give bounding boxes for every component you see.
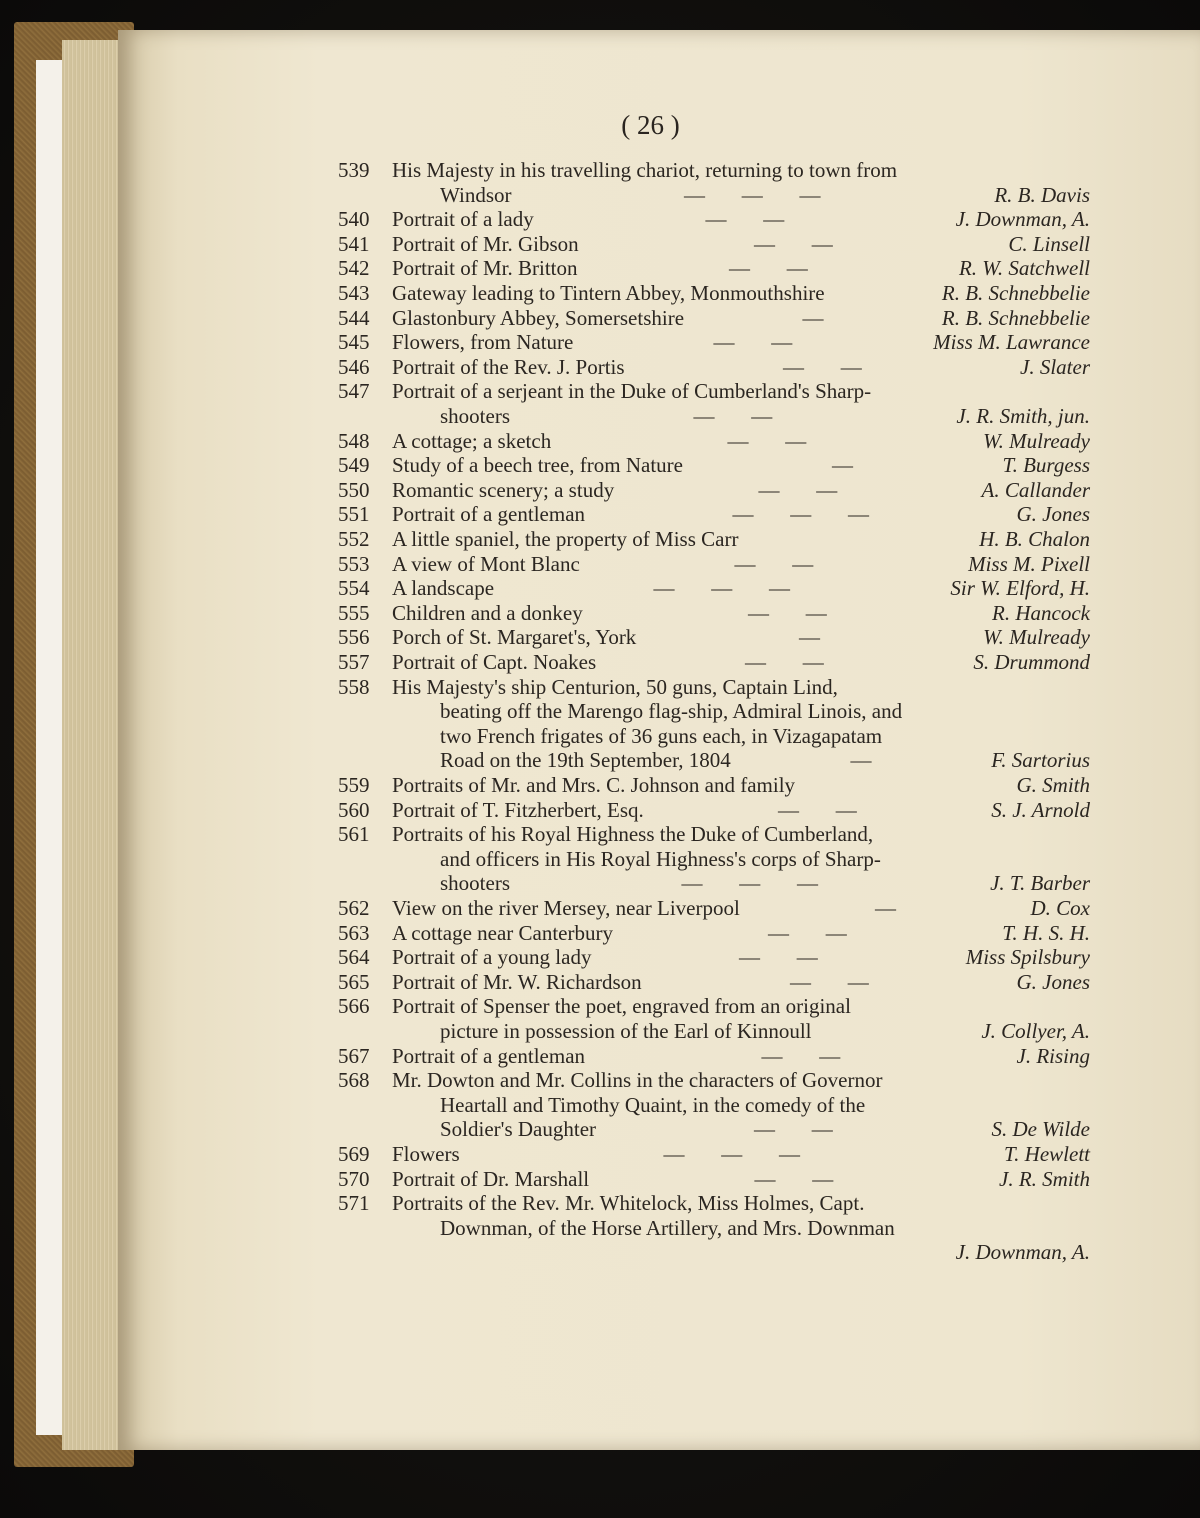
entry-title: Downman, of the Horse Artillery, and Mrs. Downman xyxy=(440,1215,895,1240)
entry-number: 540 xyxy=(338,207,370,232)
entry-line xyxy=(118,404,1200,429)
leader-dashes: — — xyxy=(778,797,857,822)
artist-name: J. Slater xyxy=(1020,354,1090,379)
leader-dashes: — — xyxy=(790,969,869,994)
entry-number: 568 xyxy=(338,1068,370,1093)
entry-line xyxy=(118,527,1200,552)
artist-name: G. Jones xyxy=(1016,969,1090,994)
margin-marks xyxy=(1170,880,1190,1440)
artist-name: R. B. Schnebbelie xyxy=(941,305,1090,330)
artist-name: R. B. Schnebbelie xyxy=(941,281,1090,305)
entry-number: 558 xyxy=(338,674,370,699)
entry-line xyxy=(118,379,1200,404)
entry-line xyxy=(118,675,1200,700)
entry-title: Gateway leading to Tintern Abbey, Monmouthshire xyxy=(392,281,825,305)
artist-name: R. B. Davis xyxy=(994,182,1090,207)
entry-number: 555 xyxy=(338,600,370,625)
entry-line xyxy=(118,1142,1200,1167)
entry-number: 552 xyxy=(338,527,370,551)
entry-title: Glastonbury Abbey, Somersetshire xyxy=(392,305,685,330)
artist-name: Sir W. Elford, H. xyxy=(950,576,1090,601)
entry-line xyxy=(118,281,1200,306)
leader-dashes: — — xyxy=(754,231,833,256)
entry-title: shooters xyxy=(440,404,510,428)
entry-title: His Majesty in his travelling chariot, returning to town from xyxy=(392,158,898,182)
entry-line xyxy=(118,1044,1200,1069)
book-page xyxy=(118,30,1200,1450)
entry-title: Heartall and Timothy Quaint, in the comedy of the xyxy=(440,1092,866,1117)
artist-name: G. Smith xyxy=(1016,773,1090,797)
entry-number: 569 xyxy=(338,1142,370,1166)
entry-title: Study of a beech tree, from Nature xyxy=(392,453,683,478)
entry-title: Portrait of Dr. Marshall xyxy=(392,1166,590,1191)
entry-number: 543 xyxy=(338,281,370,305)
artist-name: T. Hewlett xyxy=(1004,1142,1090,1166)
leader-dashes: — xyxy=(850,748,872,773)
entry-title: Portrait of Capt. Noakes xyxy=(392,650,597,674)
artist-name: R. W. Satchwell xyxy=(958,256,1090,281)
entry-title: Portrait of T. Fitzherbert, Esq. xyxy=(392,797,644,822)
artist-name: C. Linsell xyxy=(1008,231,1090,256)
entry-title: Portraits of Mr. and Mrs. C. Johnson and family xyxy=(392,773,796,797)
leader-dashes: — xyxy=(875,896,896,920)
entry-number: 562 xyxy=(338,896,370,920)
artist-name: J. R. Smith xyxy=(999,1166,1090,1191)
artist-name: Miss M. Lawrance xyxy=(933,330,1090,355)
leader-dashes: — — xyxy=(783,354,862,379)
entry-title: Children and a donkey xyxy=(392,600,583,625)
artist-name: J. T. Barber xyxy=(990,871,1090,896)
entry-title: and officers in His Royal Highness's corps of Sharp- xyxy=(440,846,881,871)
leader-dashes: — — xyxy=(768,920,847,945)
entry-title: Portrait of a gentleman xyxy=(392,502,586,527)
entry-title: Road on the 19th September, 1804 xyxy=(440,748,731,773)
artist-name: J. Downman, A. xyxy=(955,1240,1090,1265)
leader-dashes: — — — xyxy=(681,871,818,896)
entry-line xyxy=(118,330,1200,355)
artist-name: Miss Spilsbury xyxy=(965,945,1090,970)
leader-dashes: — — — xyxy=(653,576,790,601)
entry-line xyxy=(118,1093,1200,1118)
entry-number: 561 xyxy=(338,822,370,847)
entry-line xyxy=(118,650,1200,675)
entry-number: 541 xyxy=(338,231,370,256)
leader-dashes: — — xyxy=(705,207,785,232)
entry-title: shooters xyxy=(440,871,510,896)
leader-dashes: — — xyxy=(745,650,824,674)
entry-title: Flowers, from Nature xyxy=(392,330,574,355)
entry-line xyxy=(118,502,1200,527)
entry-title: Mr. Dowton and Mr. Collins in the characters of Governor xyxy=(392,1068,883,1093)
leader-dashes: — — xyxy=(729,256,808,281)
catalogue-entries xyxy=(118,30,1200,1330)
leader-dashes: — xyxy=(802,305,824,330)
artist-name: T. H. S. H. xyxy=(1002,920,1090,945)
entry-number: 563 xyxy=(338,920,370,945)
entry-title: Porch of St. Margaret's, York xyxy=(392,625,637,650)
entry-line xyxy=(118,256,1200,281)
entry-title: Soldier's Daughter xyxy=(440,1117,597,1142)
entry-title: Romantic scenery; a study xyxy=(392,477,615,502)
entry-line xyxy=(118,429,1200,454)
leader-dashes: — — — xyxy=(732,502,869,527)
entry-number: 553 xyxy=(338,551,370,576)
entry-line xyxy=(118,478,1200,503)
entry-line xyxy=(118,921,1200,946)
artist-name: T. Burgess xyxy=(1002,453,1090,478)
entry-line xyxy=(118,773,1200,798)
entry-line xyxy=(118,1191,1200,1216)
leader-dashes: — — — xyxy=(684,182,821,207)
entry-number: 549 xyxy=(338,453,370,478)
page-number: ( 26 ) xyxy=(621,110,680,140)
entry-title: Portrait of the Rev. J. Portis xyxy=(392,354,625,379)
leader-dashes: — — xyxy=(727,428,807,453)
entry-title: A cottage; a sketch xyxy=(392,428,552,453)
artist-name: H. B. Chalon xyxy=(979,527,1090,551)
entry-line xyxy=(118,994,1200,1019)
entry-line xyxy=(118,1167,1200,1192)
entry-line xyxy=(118,453,1200,478)
entry-line xyxy=(118,1068,1200,1093)
entry-number: 559 xyxy=(338,773,370,797)
entry-title: Portrait of a lady xyxy=(392,207,534,232)
entry-title: Portrait of Mr. Gibson xyxy=(392,231,579,256)
leader-dashes: — — xyxy=(734,551,814,576)
entry-title: Portraits of the Rev. Mr. Whitelock, Miss Holmes, Capt. xyxy=(392,1191,865,1216)
artist-name: D. Cox xyxy=(1030,896,1090,920)
entry-line xyxy=(118,232,1200,257)
entry-title: Portrait of a gentleman xyxy=(392,1043,586,1068)
artist-name: W. Mulready xyxy=(983,428,1090,453)
entry-number: 539 xyxy=(338,158,370,182)
entry-title: His Majesty's ship Centurion, 50 guns, Captain Lind, xyxy=(392,674,838,699)
entry-line xyxy=(118,1019,1200,1044)
entry-number: 545 xyxy=(338,330,370,355)
entry-number: 560 xyxy=(338,797,370,822)
entry-line xyxy=(118,625,1200,650)
entry-line xyxy=(118,699,1200,724)
entry-number: 550 xyxy=(338,477,370,502)
leader-dashes: — — xyxy=(754,1117,833,1142)
entry-line xyxy=(118,724,1200,749)
artist-name: J. Downman, A. xyxy=(955,207,1090,232)
entry-title: Portrait of Spenser the poet, engraved from an original xyxy=(392,994,851,1019)
entry-title: Windsor xyxy=(440,182,512,207)
entry-title: A landscape xyxy=(392,576,495,601)
artist-name: J. Collyer, A. xyxy=(981,1019,1090,1043)
entry-number: 566 xyxy=(338,994,370,1019)
entry-title: picture in possession of the Earl of Kinnoull xyxy=(440,1019,812,1043)
leader-dashes: — — xyxy=(748,600,827,625)
entry-line xyxy=(118,822,1200,847)
artist-name: R. Hancock xyxy=(992,600,1090,625)
entry-line xyxy=(118,183,1200,208)
entry-number: 544 xyxy=(338,305,370,330)
leader-dashes: — — xyxy=(761,1043,841,1068)
artist-name: A. Callander xyxy=(981,477,1090,502)
entry-title: Portrait of a young lady xyxy=(392,945,592,970)
entry-line xyxy=(118,601,1200,626)
leader-dashes: — xyxy=(799,625,820,650)
entry-number: 556 xyxy=(338,625,370,650)
entry-line xyxy=(118,798,1200,823)
artist-name: Miss M. Pixell xyxy=(968,551,1090,576)
entry-line xyxy=(118,306,1200,331)
entry-line xyxy=(118,896,1200,921)
artist-name: S. Drummond xyxy=(973,650,1090,674)
entry-number: 567 xyxy=(338,1043,370,1068)
entry-number: 542 xyxy=(338,256,370,281)
entry-line xyxy=(118,871,1200,896)
leader-dashes: — — xyxy=(758,477,838,502)
entry-title: Portrait of a serjeant in the Duke of Cumberland's Sharp- xyxy=(392,379,872,404)
entry-line xyxy=(118,970,1200,995)
entry-number: 551 xyxy=(338,502,370,527)
entry-number: 557 xyxy=(338,650,370,674)
entry-title: A little spaniel, the property of Miss Carr xyxy=(392,527,739,551)
leader-dashes: — — xyxy=(739,945,818,970)
artist-name: W. Mulready xyxy=(983,625,1090,650)
artist-name: G. Jones xyxy=(1016,502,1090,527)
entry-line xyxy=(118,1216,1200,1241)
entry-title: View on the river Mersey, near Liverpool xyxy=(392,896,740,920)
leader-dashes: — — xyxy=(754,1166,834,1191)
entry-line xyxy=(118,945,1200,970)
leader-dashes: — xyxy=(832,453,853,478)
artist-name: J. Rising xyxy=(1016,1043,1090,1068)
entry-line xyxy=(118,1240,1200,1265)
entry-line xyxy=(118,576,1200,601)
entry-title: Flowers xyxy=(392,1142,460,1166)
entry-number: 547 xyxy=(338,379,370,404)
entry-title: beating off the Marengo flag-ship, Admiral Linois, and xyxy=(440,699,903,724)
entry-line xyxy=(118,355,1200,380)
leader-dashes: — — xyxy=(693,404,773,428)
artist-name: S. J. Arnold xyxy=(991,797,1090,822)
entry-title: A cottage near Canterbury xyxy=(392,920,613,945)
entry-number: 548 xyxy=(338,428,370,453)
entry-line xyxy=(118,748,1200,773)
entry-number: 570 xyxy=(338,1166,370,1191)
artist-name: J. R. Smith, jun. xyxy=(956,404,1090,428)
entry-title: Portrait of Mr. Britton xyxy=(392,256,578,281)
entry-number: 564 xyxy=(338,945,370,970)
leader-dashes: — — xyxy=(713,330,793,355)
entry-number: 571 xyxy=(338,1191,370,1216)
entry-title: Portraits of his Royal Highness the Duke of Cumberland, xyxy=(392,822,874,847)
entry-line xyxy=(118,1117,1200,1142)
artist-name: S. De Wilde xyxy=(991,1117,1090,1142)
entry-line xyxy=(118,158,1200,183)
artist-name: F. Sartorius xyxy=(991,748,1090,773)
entry-number: 554 xyxy=(338,576,370,601)
entry-number: 565 xyxy=(338,969,370,994)
entry-line xyxy=(118,552,1200,577)
entry-title: two French frigates of 36 guns each, in Vizagapatam xyxy=(440,723,883,748)
entry-line xyxy=(118,847,1200,872)
entry-line xyxy=(118,207,1200,232)
entry-title: A view of Mont Blanc xyxy=(392,551,580,576)
entry-title: Portrait of Mr. W. Richardson xyxy=(392,969,642,994)
entry-number: 546 xyxy=(338,354,370,379)
leader-dashes: — — — xyxy=(663,1142,800,1166)
